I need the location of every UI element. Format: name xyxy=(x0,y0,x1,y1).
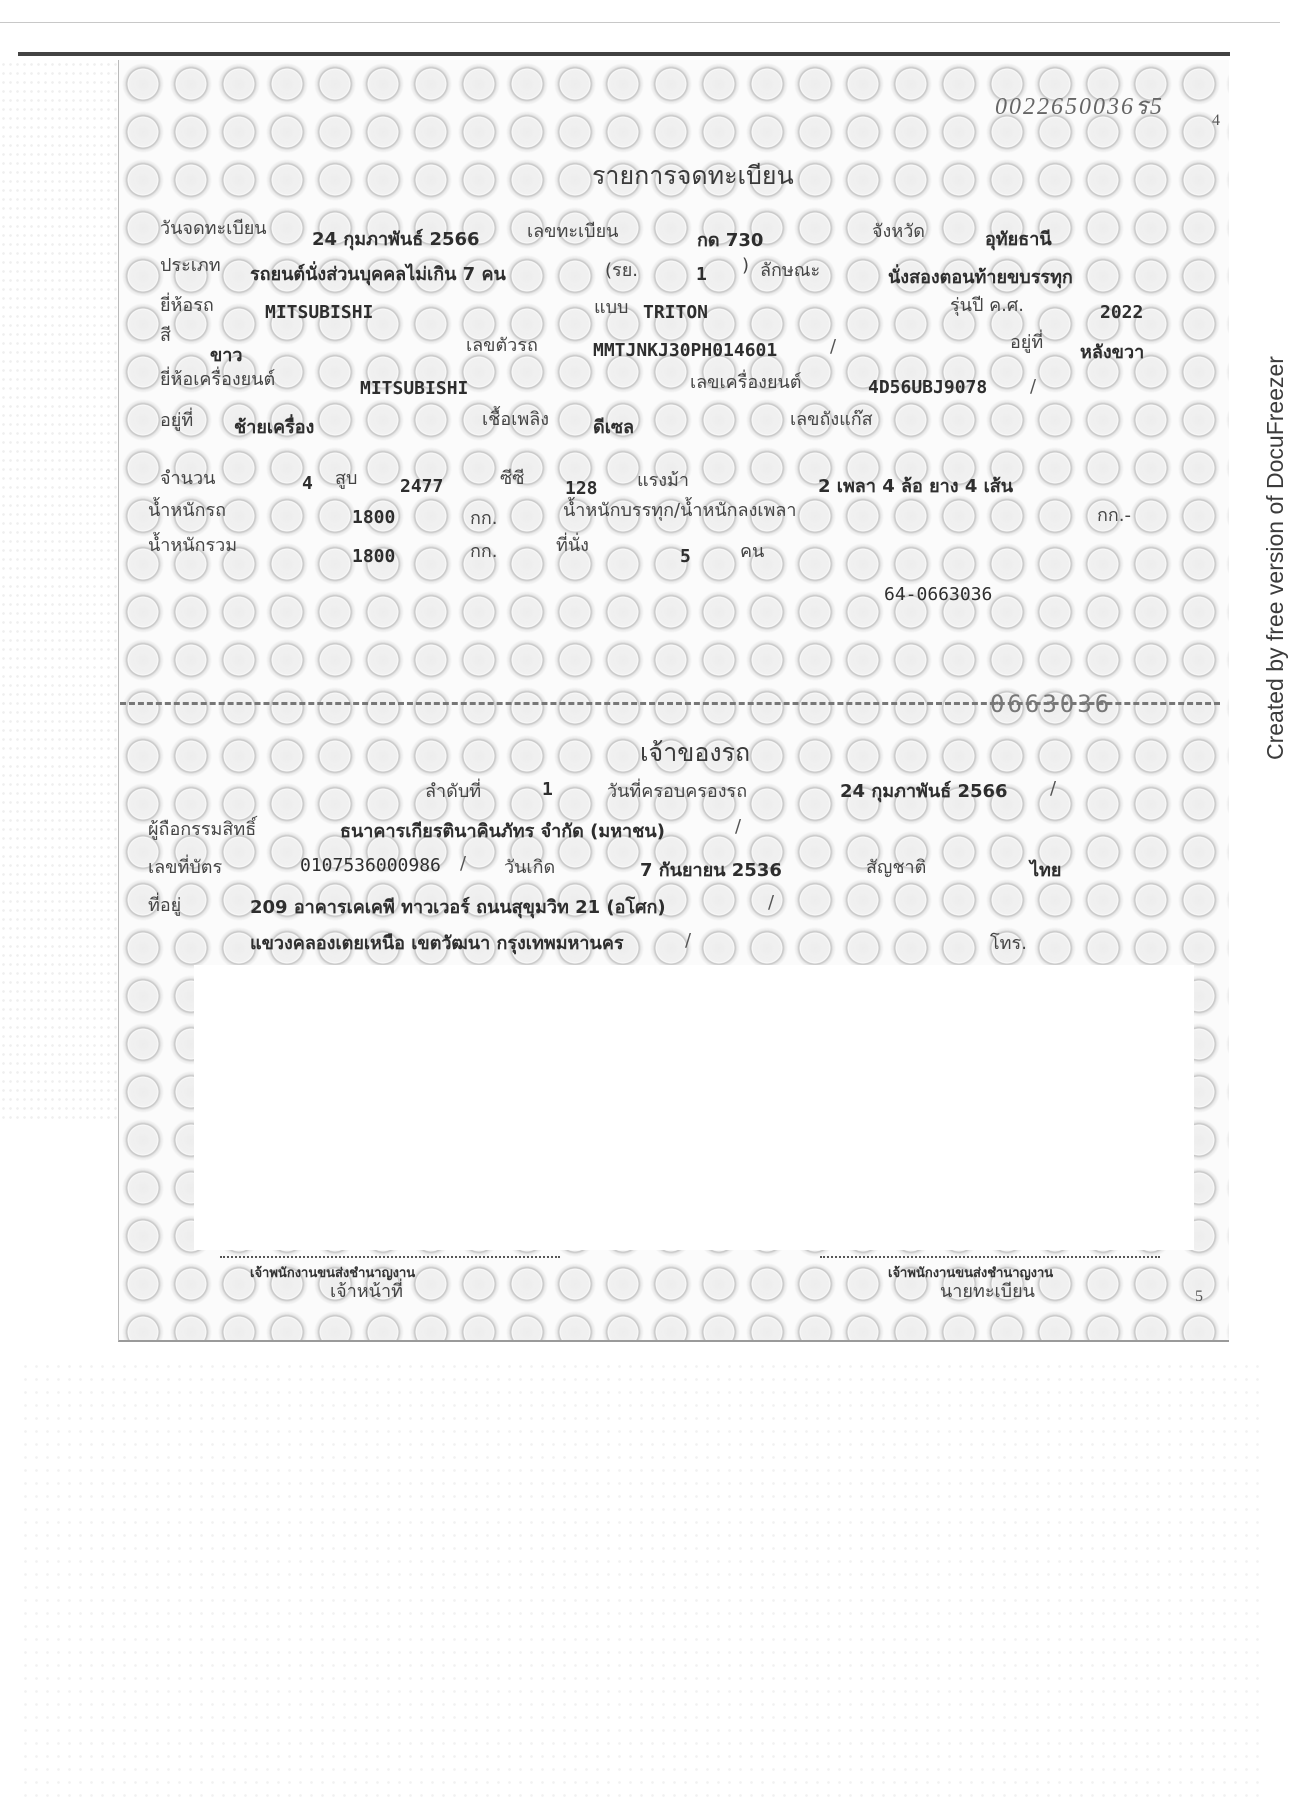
brand-value: MITSUBISHI xyxy=(265,302,374,323)
owner-value: ธนาคารเกียรตินาคินภัทร จำกัด (มหาชน) xyxy=(340,821,665,842)
engine-brand-value: MITSUBISHI xyxy=(360,378,469,399)
card-no-value: 0107536000986 xyxy=(300,855,441,876)
check-slash: / xyxy=(685,930,692,951)
check-slash: / xyxy=(1050,778,1057,799)
model-value: TRITON xyxy=(643,302,709,323)
type-label: ประเภท xyxy=(160,255,221,276)
watermark-text: Created by free version of DocuFreezer xyxy=(1262,356,1288,760)
fuel-label: เชื้อเพลิง xyxy=(482,409,550,430)
ry-label: (รย. xyxy=(605,260,638,281)
cc-value: 2477 xyxy=(400,476,444,497)
engine-no-value: 4D56UBJ9078 xyxy=(868,377,988,398)
ry-close: ) xyxy=(742,255,750,276)
top-rule xyxy=(0,22,1280,23)
character-value: นั่งสองตอนท้ายขบรรทุก xyxy=(888,267,1073,288)
registration-title: รายการจดทะเบียน xyxy=(592,161,794,190)
engine-brand-label: ยี่ห้อเครื่องยนต์ xyxy=(160,369,276,390)
nationality-label: สัญชาติ xyxy=(866,857,927,878)
reg-date-value: 24 กุมภาพันธ์ 2566 xyxy=(312,229,480,250)
scan-noise-bottom xyxy=(20,1360,1260,1800)
owner-title: เจ้าของรถ xyxy=(640,738,751,767)
birth-date-label: วันเกิด xyxy=(504,857,556,878)
address-label: ที่อยู่ xyxy=(148,895,182,916)
document-id: 0022650036ร5 xyxy=(995,94,1164,120)
reg-no-label: เลขทะเบียน xyxy=(527,221,619,242)
page-number-bottom: 5 xyxy=(1195,1288,1203,1305)
type-value: รถยนต์นั่งส่วนบุคคลไม่เกิน 7 คน xyxy=(250,264,506,285)
redacted-area xyxy=(194,965,1194,1250)
persons-unit: คน xyxy=(740,541,765,562)
page-number-top: 4 xyxy=(1212,112,1220,129)
cylinders-label: สูบ xyxy=(335,468,358,489)
left-signature-title: เจ้าหน้าที่ xyxy=(330,1281,403,1302)
check-slash: / xyxy=(735,816,742,837)
load-label: น้ำหนักบรรทุก/น้ำหนักลงเพลา xyxy=(563,500,797,521)
engine-loc-value: ช้ายเครื่อง xyxy=(234,417,315,438)
province-value: อุทัยธานี xyxy=(985,229,1052,250)
reg-no-value: กด 730 xyxy=(697,230,764,251)
left-signature-line xyxy=(220,1256,560,1258)
seats-label: ที่นั่ง xyxy=(556,535,589,556)
registration-serial: 64-0663036 xyxy=(884,584,993,605)
order-value: 1 xyxy=(542,779,553,800)
cc-label: ซีซี xyxy=(500,468,525,489)
hp-value: 128 xyxy=(565,478,598,499)
model-year-value: 2022 xyxy=(1100,302,1144,323)
chassis-no-value: MMTJNKJ30PH014601 xyxy=(593,340,778,361)
model-year-label: รุ่นปี ค.ศ. xyxy=(950,295,1025,316)
scan-border xyxy=(18,52,1230,56)
wheels-value: 2 เพลา 4 ล้อ ยาง 4 เส้น xyxy=(818,476,1014,497)
birth-date-value: 7 กันยายน 2536 xyxy=(640,860,782,881)
card-no-label: เลขที่บัตร xyxy=(148,857,223,878)
cylinders-value: 4 xyxy=(302,473,313,494)
kg-unit: กก. xyxy=(470,508,498,529)
weight-label: น้ำหนักรถ xyxy=(148,500,227,521)
brand-label: ยี่ห้อรถ xyxy=(160,295,214,316)
gross-weight-value: 1800 xyxy=(352,546,396,567)
chassis-no-label: เลขตัวรถ xyxy=(466,335,538,356)
owner-label: ผู้ถือกรรมสิทธิ์ xyxy=(148,819,257,840)
gas-tank-label: เลขถังแก๊ส xyxy=(790,409,873,430)
right-signature-title: นายทะเบียน xyxy=(940,1281,1035,1302)
address-line1: 209 อาคารเคเคพี ทาวเวอร์ ถนนสุขุมวิท 21 (อโศก) xyxy=(250,897,666,918)
check-slash: / xyxy=(460,853,467,874)
color-label: สี xyxy=(160,325,171,346)
phone-label: โทร. xyxy=(990,933,1027,954)
engine-no-label: เลขเครื่องยนต์ xyxy=(690,372,802,393)
right-signature-line xyxy=(820,1256,1160,1258)
seats-value: 5 xyxy=(680,546,691,567)
kg-unit: กก.- xyxy=(1097,505,1132,526)
possession-date-value: 24 กุมภาพันธ์ 2566 xyxy=(840,781,1008,802)
province-label: จังหวัด xyxy=(872,221,925,242)
check-slash: / xyxy=(768,892,775,913)
right-signature-role: เจ้าพนักงานขนส่งชำนาญงาน xyxy=(888,1266,1054,1281)
check-slash: / xyxy=(830,336,837,357)
check-slash: / xyxy=(1030,376,1037,397)
chassis-loc-value: หลังขวา xyxy=(1080,342,1145,363)
nationality-value: ไทย xyxy=(1030,860,1062,881)
scan-noise-left xyxy=(0,60,118,1120)
order-label: ลำดับที่ xyxy=(425,781,482,802)
chassis-loc-label: อยู่ที่ xyxy=(1010,332,1044,353)
amount-label: จำนวน xyxy=(160,468,216,489)
fuel-value: ดีเซล xyxy=(593,417,635,438)
engine-loc-label: อยู่ที่ xyxy=(160,410,194,431)
hp-label: แรงม้า xyxy=(637,470,690,491)
left-signature-role: เจ้าพนักงานขนส่งชำนาญงาน xyxy=(250,1266,416,1281)
gross-weight-label: น้ำหนักรวม xyxy=(148,535,238,556)
address-line2: แขวงคลองเตยเหนือ เขตวัฒนา กรุงเทพมหานคร xyxy=(250,933,624,954)
character-label: ลักษณะ xyxy=(760,260,821,281)
possession-date-label: วันที่ครอบครองรถ xyxy=(607,781,748,802)
kg-unit: กก. xyxy=(470,541,498,562)
serial-faded: 0663036 xyxy=(990,690,1113,718)
ry-value: 1 xyxy=(696,264,707,285)
reg-date-label: วันจดทะเบียน xyxy=(160,218,267,239)
weight-value: 1800 xyxy=(352,507,396,528)
color-value: ขาว xyxy=(210,345,243,366)
model-label: แบบ xyxy=(594,297,629,318)
